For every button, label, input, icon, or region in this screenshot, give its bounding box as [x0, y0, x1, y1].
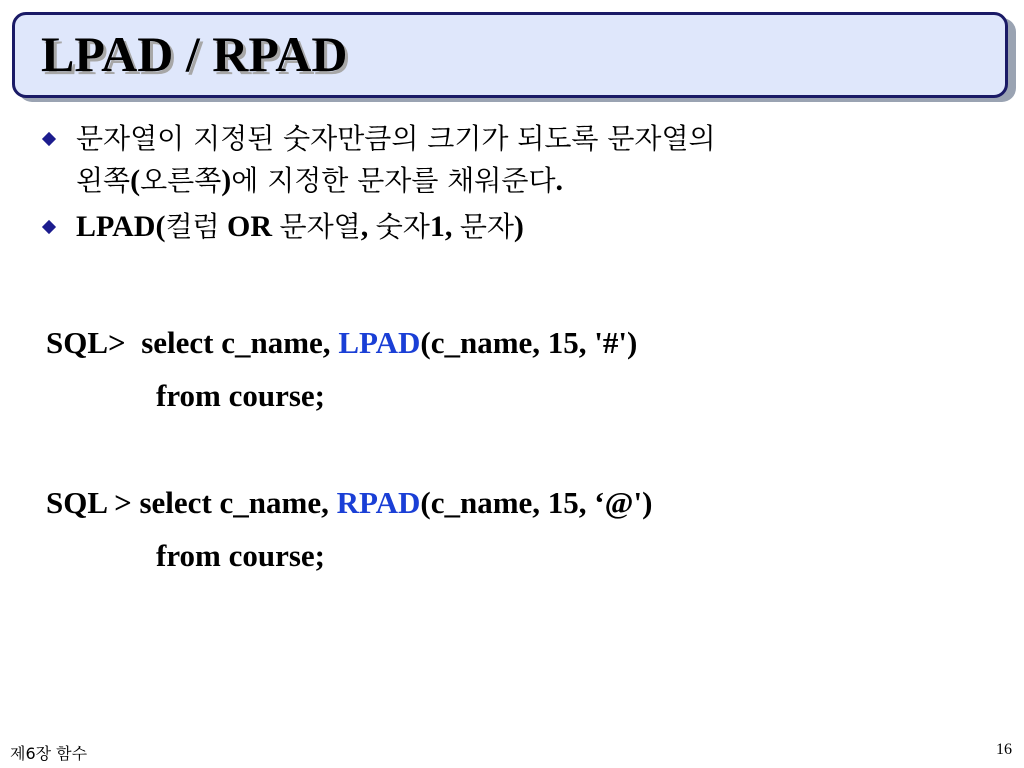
syntax-part: OR: [219, 210, 280, 243]
syntax-part: LPAD(: [76, 210, 166, 243]
code-prefix: SQL > select c_name,: [46, 485, 337, 520]
code-line-rpad-from: from course;: [156, 538, 326, 573]
diamond-bullet-icon: [42, 132, 56, 146]
bullet-item-syntax: [38, 206, 938, 248]
code-function-rpad: RPAD: [336, 485, 421, 520]
code-line-lpad-from: from course;: [156, 378, 326, 413]
bullet-text-line1: 문자열이 지정된 숫자만큼의 크기가 되도록 문자열의: [76, 122, 716, 155]
code-prefix: SQL> select c_name,: [46, 325, 339, 360]
bullet-text-paren-open: (: [130, 164, 141, 197]
syntax-part: 컬럼: [165, 210, 220, 243]
bullet-text-right: 오른쪽: [140, 164, 222, 197]
syntax-part: 숫자: [375, 210, 430, 243]
syntax-part: 문자열: [279, 210, 361, 243]
code-line-lpad: [46, 325, 637, 361]
slide-title: LPAD / RPAD: [41, 26, 348, 82]
diamond-bullet-icon: [42, 220, 56, 234]
bullet-text-period: .: [555, 164, 563, 197]
bullet-text-left: 왼쪽: [76, 164, 131, 197]
code-suffix: (c_name, 15, '#'): [420, 325, 638, 360]
bullet-list: [38, 118, 938, 248]
bullet-text-paren-close: ): [221, 164, 232, 197]
syntax-part: ): [513, 210, 524, 243]
code-line-rpad: [46, 485, 652, 521]
bullet-item-description: [38, 118, 938, 202]
syntax-part: 문자: [459, 210, 514, 243]
code-suffix: (c_name, 15, ‘@'): [420, 485, 653, 520]
footer-chapter: 제6장 함수: [10, 744, 88, 763]
syntax-part: 1,: [429, 210, 460, 243]
bullet-text-rest: 에 지정한 문자를 채워준다: [231, 164, 556, 197]
code-function-lpad: LPAD: [338, 325, 421, 360]
page-number: 16: [996, 741, 1012, 758]
title-box: [12, 12, 1008, 98]
syntax-part: ,: [360, 210, 376, 243]
